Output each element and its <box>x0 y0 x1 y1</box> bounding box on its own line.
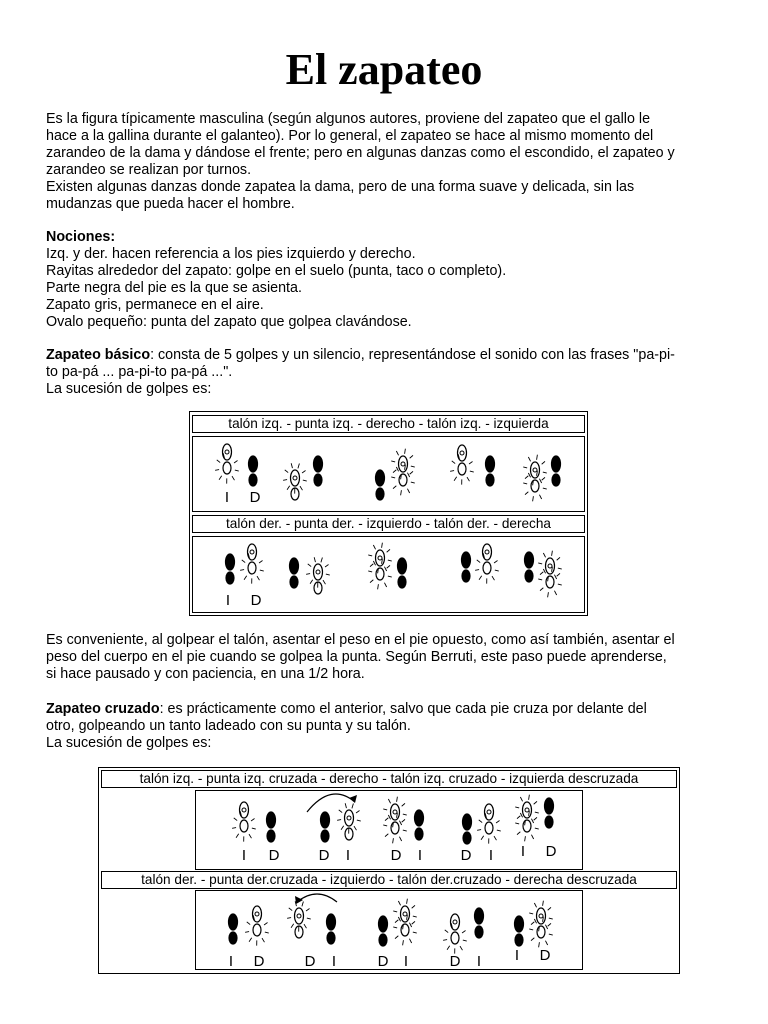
foot-icon <box>337 803 361 840</box>
foot-icon <box>283 463 307 500</box>
cruzado-caption-izq: talón izq. - punta izq. cruzada - derecho - talón izq. cruzado - izquierda descruzada <box>101 770 677 788</box>
foot-icon <box>215 444 239 484</box>
foot-icon <box>376 470 385 500</box>
label-right: D <box>253 953 265 970</box>
cruzado-feet-figure <box>99 768 679 973</box>
foot-icon <box>314 456 323 486</box>
label-right: I <box>331 953 337 970</box>
basico-paragraph: Zapateo básico: consta de 5 golpes y un silencio, representándose el sonido con las frases "pa-pi- to pa-pá ... pa-pi-to pa-pá ...". La sucesión de golpes es: <box>46 347 675 397</box>
cross-arrow <box>297 894 337 902</box>
foot-icon <box>475 908 484 938</box>
foot-icon <box>529 901 553 948</box>
basico-feet-figure <box>190 412 587 615</box>
label-left: I <box>241 847 247 864</box>
foot-icon <box>245 906 269 946</box>
basico-diagram <box>189 411 588 616</box>
label-right: I <box>403 953 409 970</box>
foot-icon <box>515 795 539 842</box>
basico-caption-izq: talón izq. - punta izq. - derecho - talón izq. - izquierda <box>192 415 585 433</box>
label-left: D <box>460 847 472 864</box>
foot-icon <box>393 899 417 946</box>
basico-caption-der: talón der. - punta der. - izquierdo - talón der. - derecha <box>192 515 585 533</box>
basico-term: Zapateo básico <box>46 347 151 363</box>
foot-icon <box>486 456 495 486</box>
label-izq: I <box>224 489 230 506</box>
cruzado-paragraph: Zapateo cruzado: es prácticamente como el anterior, salvo que cada pie cruza por delante del otro, golpeando un tanto ladeado con su punta y su talón. La sucesión de golpes es: <box>46 701 647 751</box>
label-izq: I <box>225 592 231 609</box>
foot-icon <box>287 901 311 938</box>
label-left: D <box>377 953 389 970</box>
label-left: I <box>520 843 526 860</box>
cruzado-term: Zapateo cruzado <box>46 701 160 717</box>
label-left: D <box>304 953 316 970</box>
label-right: D <box>545 843 557 860</box>
foot-icon <box>229 914 238 944</box>
foot-icon <box>306 557 330 594</box>
label-left: D <box>390 847 402 864</box>
label-right: I <box>476 953 482 970</box>
foot-icon <box>525 552 534 582</box>
foot-icon <box>267 812 276 842</box>
label-right: D <box>268 847 280 864</box>
cross-arrow <box>307 794 355 812</box>
label-left: I <box>228 953 234 970</box>
intro-paragraph: Es la figura típicamente masculina (según algunos autores, proviene del zapateo que el gallo le hace a la gallina durante el galanteo). Por lo general, el zapateo se hace al mismo momento del zarandeo de la dama y dándose el frente; pero en algunas danzas como el escondido, el zapateo y zarandeo se realizan por turnos. Existen algunas danzas donde zapatea la dama, pero de una forma suave y delicada, sin las mudanzas que pueda hacer el hombre. <box>46 111 675 212</box>
foot-icon <box>383 797 407 844</box>
foot-icon <box>415 810 424 840</box>
label-left: I <box>514 947 520 964</box>
foot-icon <box>290 558 299 588</box>
label-left: D <box>449 953 461 970</box>
foot-icon <box>327 914 336 944</box>
label-right: I <box>345 847 351 864</box>
cruzado-diagram <box>98 767 680 974</box>
foot-icon <box>463 814 472 844</box>
foot-icon <box>477 804 501 844</box>
nociones-heading: Nociones: <box>46 229 116 245</box>
foot-icon <box>321 812 330 842</box>
cruzado-caption-der: talón der. - punta der.cruzada - izquierdo - talón der.cruzado - derecha descruzada <box>101 871 677 889</box>
foot-icon <box>450 445 474 485</box>
foot-icon <box>232 802 256 842</box>
arrow-head-icon <box>349 795 357 803</box>
foot-icon <box>545 798 554 828</box>
foot-icon <box>249 456 258 486</box>
foot-icon <box>398 558 407 588</box>
foot-icon <box>462 552 471 582</box>
nociones-section: Nociones: Izq. y der. hacen referencia a los pies izquierdo y derecho. Rayitas alrededor del zapato: golpe en el suelo (punta, taco o completo). Parte negra del pie es la que se asienta. Zapato gris, permanece en el aire. Ovalo pequeño: punta del zapato que golpea clavándose. <box>46 229 507 330</box>
label-right: D <box>539 947 551 964</box>
conveniente-paragraph: Es conveniente, al golpear el talón, asentar el peso en el pie opuesto, como así también, asentar el peso del cuerpo en el pie cuando se golpea la punta. Según Berruti, este paso puede aprenderse, si hace pausado y con paciencia, en una 1/2 hora. <box>46 632 675 682</box>
foot-icon <box>379 916 388 946</box>
label-left: D <box>318 847 330 864</box>
label-der: D <box>249 489 261 506</box>
foot-icon <box>515 916 524 946</box>
foot-icon <box>523 455 547 502</box>
foot-icon <box>475 544 499 584</box>
foot-icon <box>391 449 415 496</box>
label-der: D <box>250 592 262 609</box>
arrow-head-icon <box>295 896 303 904</box>
foot-icon <box>226 554 235 584</box>
page-title: El zapateo <box>285 45 483 94</box>
foot-icon <box>443 914 467 954</box>
foot-icon <box>368 543 392 590</box>
label-right: I <box>488 847 494 864</box>
foot-icon <box>552 456 561 486</box>
foot-icon <box>538 551 562 598</box>
foot-icon <box>240 544 264 584</box>
label-right: I <box>417 847 423 864</box>
